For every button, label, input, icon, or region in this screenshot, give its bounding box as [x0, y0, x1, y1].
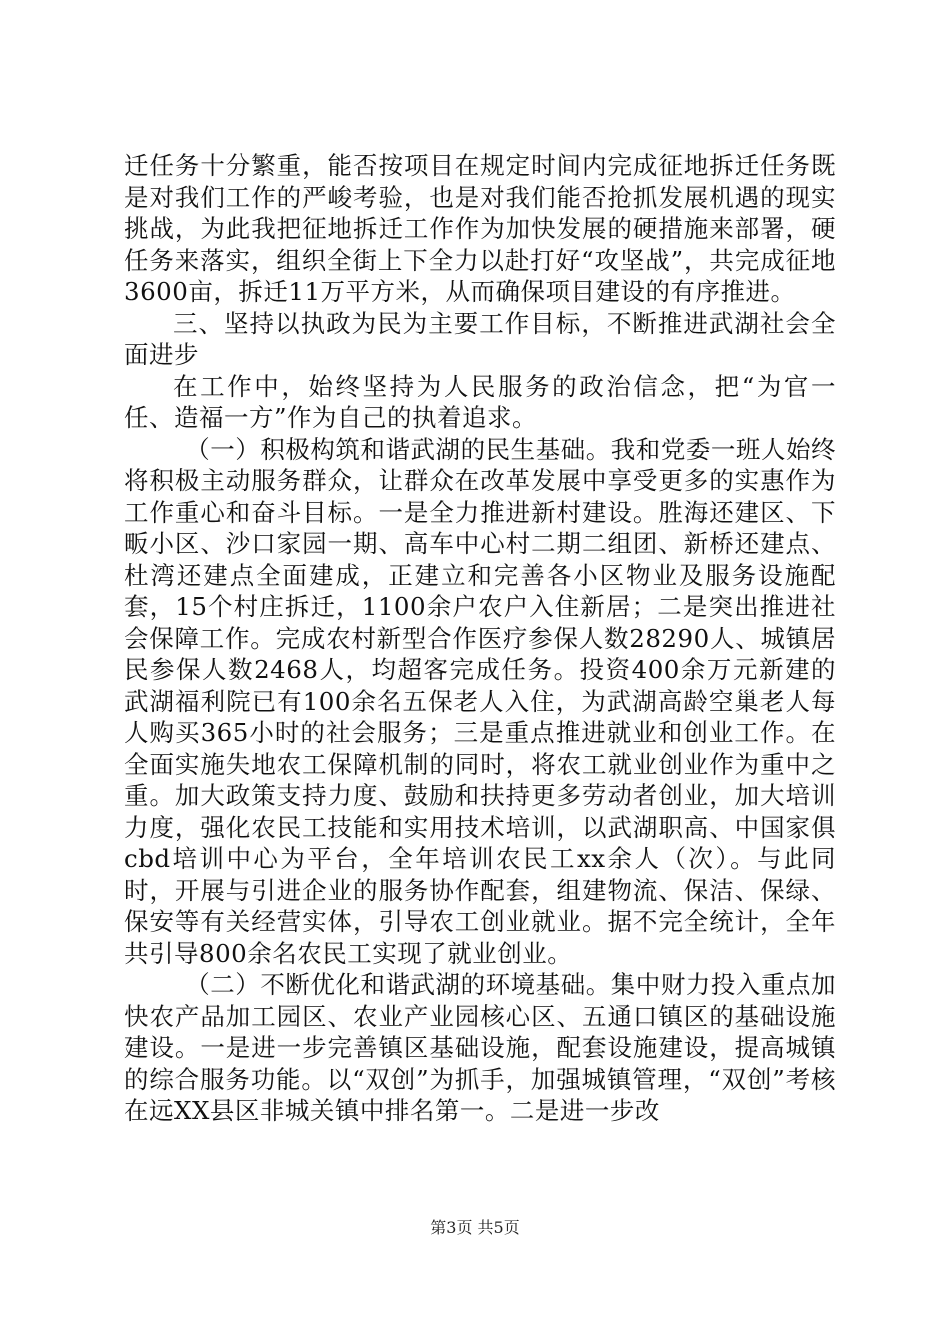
page-footer: 第3页 共5页: [430, 1218, 520, 1237]
section-heading: 三、坚持以执政为民为主要工作目标，不断推进武湖社会全面进步: [124, 308, 836, 369]
document-body: [124, 150, 836, 1127]
paragraph-intro: 在工作中，始终坚持为人民服务的政治信念，把“为官一任、造福一方”作为自己的执着追求。: [124, 371, 836, 432]
paragraph-continuation: 迁任务十分繁重，能否按项目在规定时间内完成征地拆迁任务既是对我们工作的严峻考验，也是对我们能否抢抓发展机遇的现实挑战，为此我把征地拆迁工作作为加快发展的硬措施来部署，硬任务来落实，组织全街上下全力以赴打好“攻坚战”，共完成征地3600亩，拆迁11万平方米，从而确保项目建设的有序推进。: [124, 151, 836, 306]
paragraph-livelihood: （一）积极构筑和谐武湖的民生基础。我和党委一班人始终将积极主动服务群众，让群众在改革发展中享受更多的实惠作为工作重心和奋斗目标。一是全力推进新村建设。胜海还建区、下畈小区、沙口家园一期、高车中心村二期二组团、新桥还建点、杜湾还建点全面建成，正建立和完善各小区物业及服务设施配套，15个村庄拆迁，1100余户农户入住新居；二是突出推进社会保障工作。完成农村新型合作医疗参保人数28290人、城镇居民参保人数2468人，均超客完成任务。投资400余万元新建的武湖福利院已有100余名五保老人入住，为武湖高龄空巢老人每人购买365小时的社会服务；三是重点推进就业和创业工作。在全面实施失地农工保障机制的同时，将农工就业创业作为重中之重。加大政策支持力度、鼓励和扶持更多劳动者创业，加大培训力度，强化农民工技能和实用技术培训，以武湖职高、中国家俱cbd培训中心为平台，全年培训农民工xx余人（次）。与此同时，开展与引进企业的服务协作配套，组建物流、保洁、保绿、保安等有关经营实体，引导农工创业就业。据不完全统计，全年共引导800余名农民工实现了就业创业。: [124, 434, 836, 968]
paragraph-environment: （二）不断优化和谐武湖的环境基础。集中财力投入重点加快农产品加工园区、农业产业园核心区、五通口镇区的基础设施建设。一是进一步完善镇区基础设施，配套设施建设，提高城镇的综合服务功能。以“双创”为抓手，加强城镇管理，“双创”考核在远XX县区非城关镇中排名第一。二是进一步改: [124, 970, 836, 1125]
